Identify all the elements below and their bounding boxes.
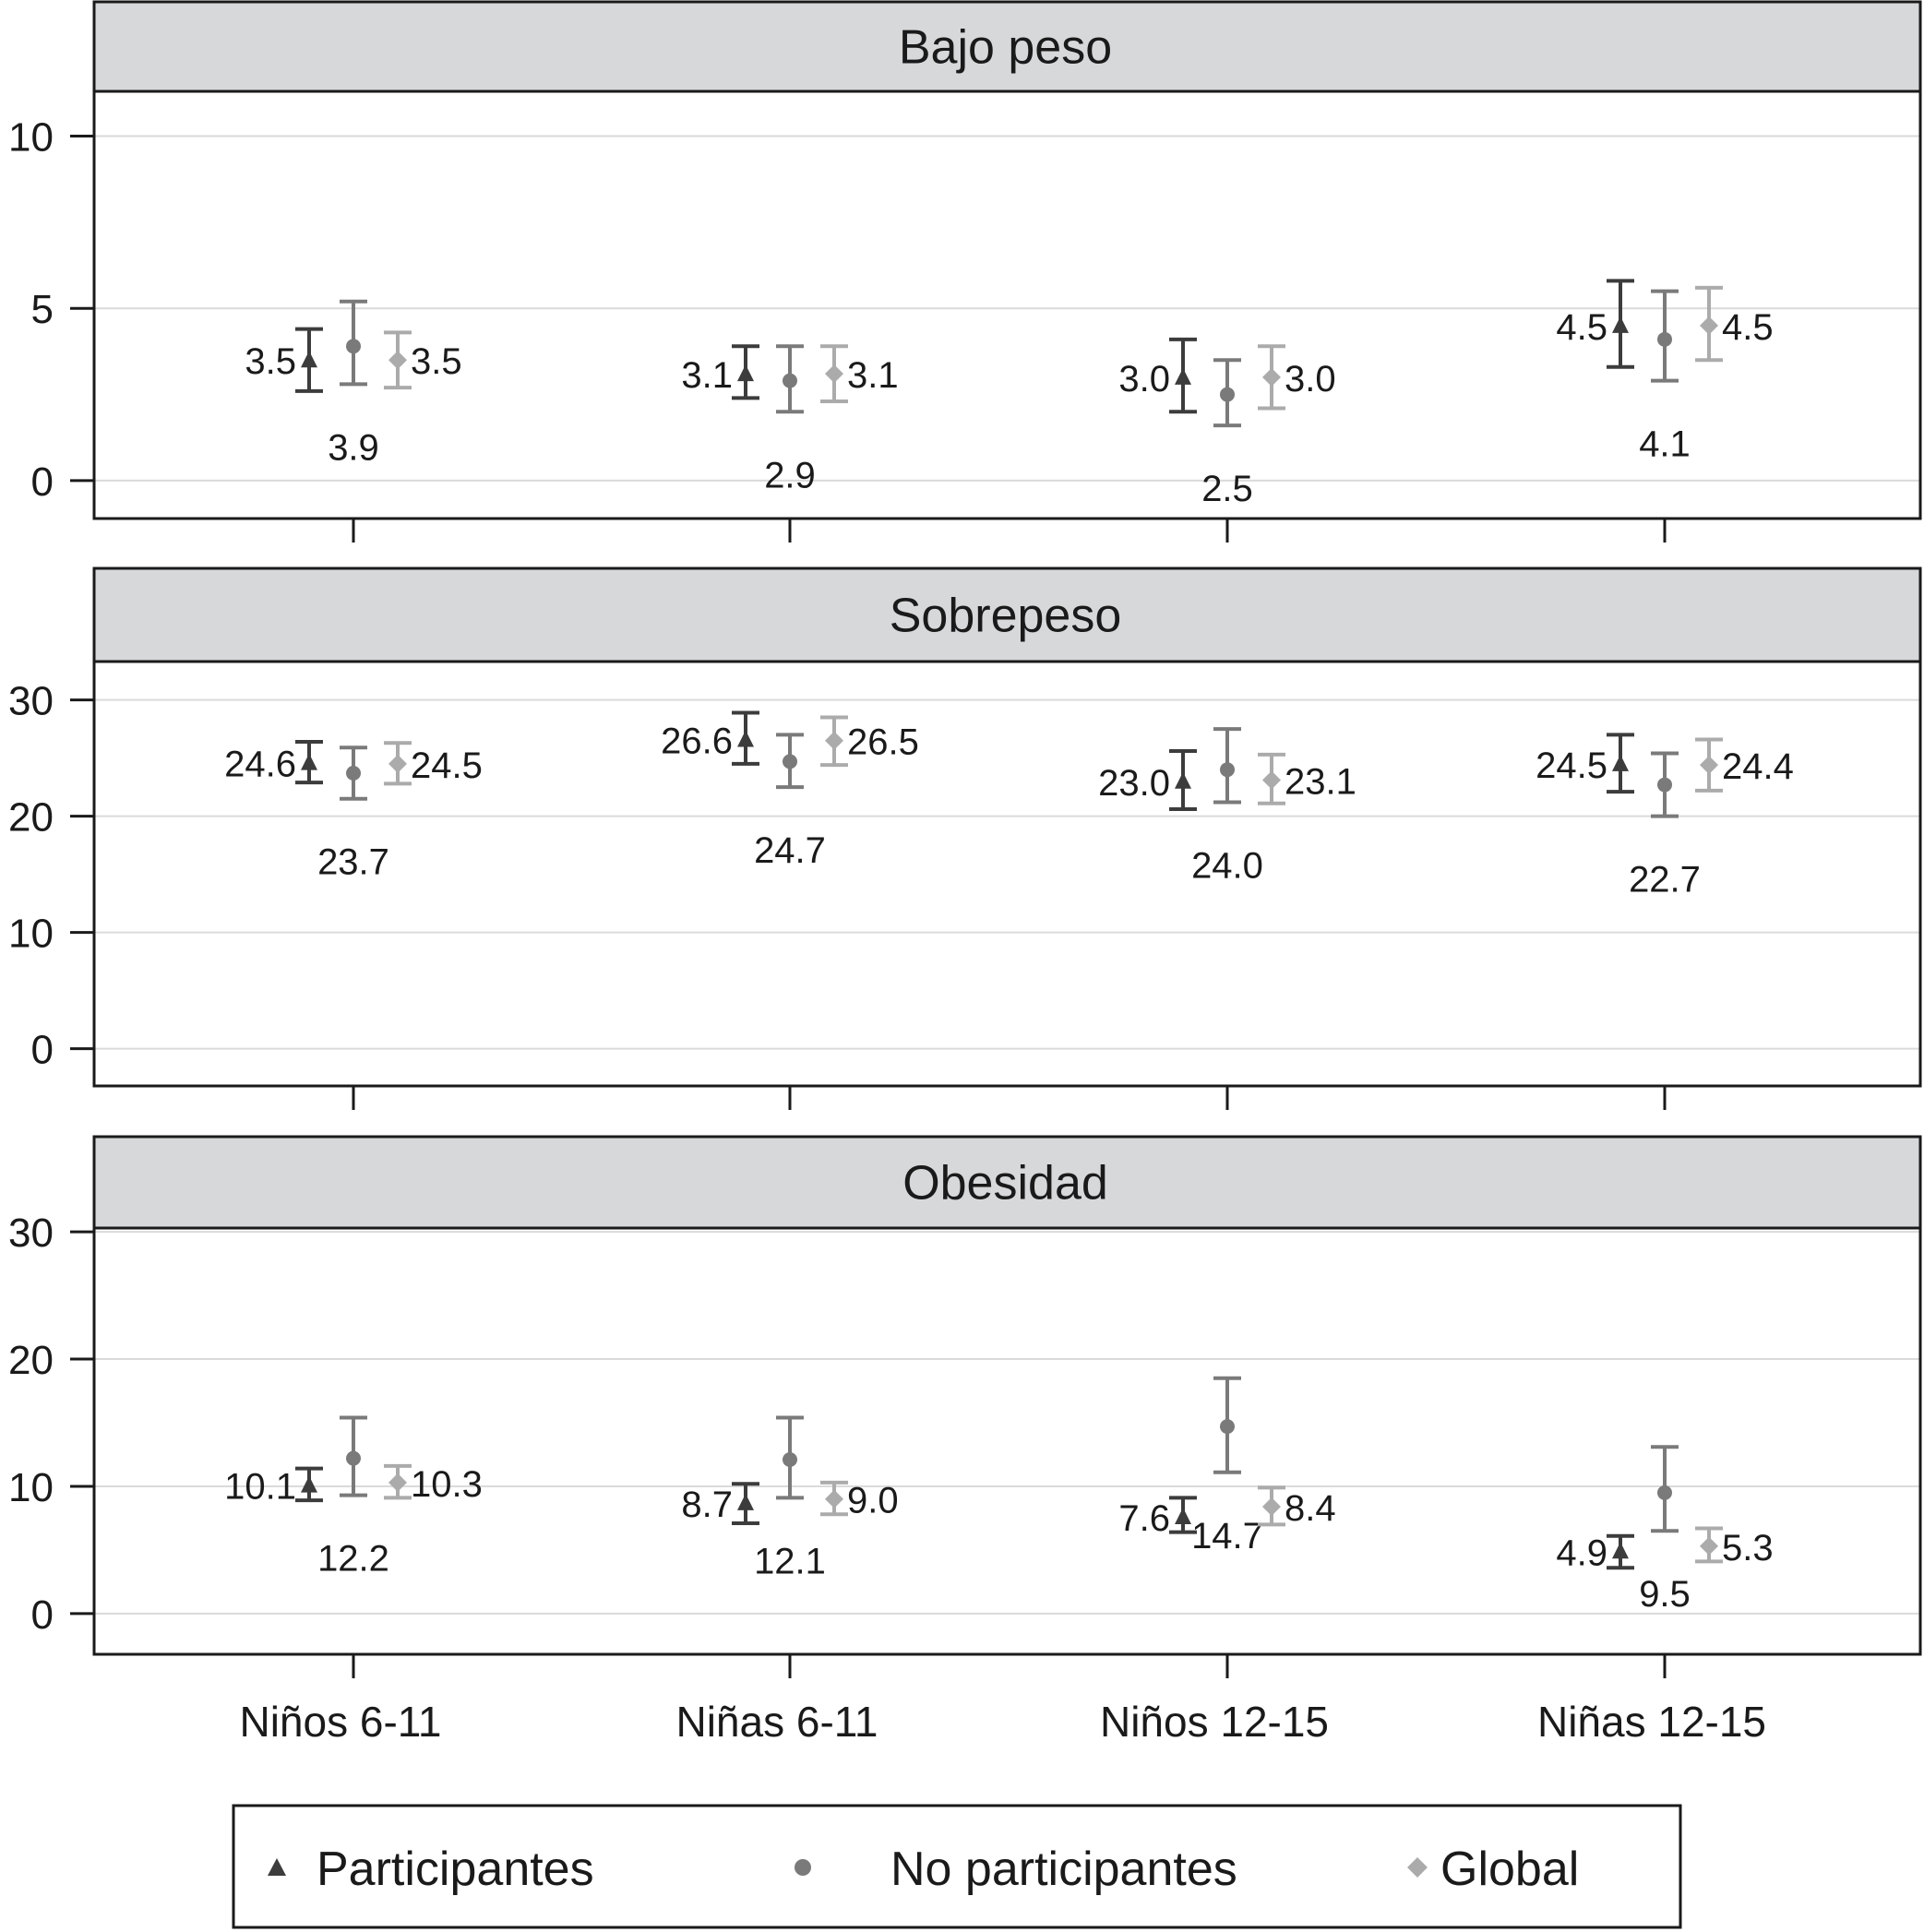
- panel-2: [8, 1137, 1920, 1678]
- data-label-global: 3.5: [411, 341, 462, 383]
- data-label-no_participantes: 4.1: [1639, 423, 1691, 465]
- y-tick-label: 10: [8, 114, 54, 161]
- data-label-global: 5.3: [1722, 1527, 1774, 1568]
- y-tick-label: 5: [30, 287, 54, 333]
- point-circle: [1220, 762, 1235, 777]
- point-circle: [1657, 332, 1672, 347]
- data-label-no_participantes: 12.2: [317, 1538, 389, 1580]
- data-label-participantes: 8.7: [681, 1484, 733, 1525]
- data-label-participantes: 4.5: [1556, 306, 1607, 348]
- x-tick-label: Niños 12-15: [1099, 1698, 1330, 1746]
- point-circle: [783, 374, 797, 388]
- x-tick-label: Niñas 6-11: [675, 1698, 878, 1746]
- data-label-no_participantes: 24.7: [754, 830, 826, 872]
- panel-1: [8, 568, 1920, 1110]
- point-circle: [346, 766, 361, 781]
- panel-title: Obesidad: [902, 1156, 1108, 1210]
- data-label-no_participantes: 12.1: [754, 1541, 826, 1582]
- data-label-participantes: 7.6: [1118, 1498, 1170, 1540]
- legend-label: Participantes: [317, 1843, 594, 1896]
- y-tick-label: 30: [8, 1210, 54, 1257]
- chart-panels: [8, 2, 1920, 1746]
- legend-label: Global: [1440, 1843, 1580, 1896]
- panel-title: Sobrepeso: [889, 589, 1122, 643]
- y-tick-label: 0: [30, 1027, 54, 1073]
- point-circle: [346, 339, 361, 353]
- point-circle: [1657, 778, 1672, 793]
- panel-0: [8, 2, 1920, 543]
- y-tick-label: 10: [8, 911, 54, 957]
- data-label-participantes: 24.6: [224, 744, 296, 785]
- data-label-no_participantes: 3.9: [328, 427, 379, 469]
- data-label-no_participantes: 24.0: [1191, 845, 1263, 887]
- y-tick-label: 30: [8, 678, 54, 724]
- point-circle: [783, 1452, 797, 1467]
- point-circle: [783, 754, 797, 769]
- data-label-participantes: 23.0: [1098, 762, 1170, 804]
- data-label-participantes: 3.1: [681, 355, 733, 397]
- legend-label: No participantes: [890, 1843, 1237, 1896]
- data-label-global: 3.0: [1285, 358, 1336, 400]
- y-tick-label: 0: [30, 459, 54, 505]
- data-label-participantes: 4.9: [1556, 1532, 1607, 1574]
- circle-icon: [795, 1859, 811, 1876]
- x-tick-label: Niñas 12-15: [1536, 1698, 1767, 1746]
- data-label-no_participantes: 9.5: [1639, 1574, 1691, 1616]
- y-tick-label: 20: [8, 1338, 54, 1384]
- data-label-participantes: 3.0: [1118, 358, 1170, 400]
- data-label-global: 23.1: [1285, 761, 1356, 803]
- data-label-global: 26.5: [847, 722, 919, 763]
- data-label-no_participantes: 14.7: [1191, 1515, 1263, 1556]
- data-label-global: 9.0: [847, 1480, 899, 1521]
- data-label-participantes: 24.5: [1536, 745, 1607, 786]
- legend: [233, 1806, 1680, 1927]
- data-label-no_participantes: 2.5: [1201, 469, 1253, 510]
- data-label-participantes: 10.1: [224, 1466, 296, 1508]
- x-tick-label: Niños 6-11: [239, 1698, 442, 1746]
- panel-title: Bajo peso: [898, 20, 1113, 75]
- point-circle: [1220, 1419, 1235, 1434]
- y-tick-label: 20: [8, 794, 54, 841]
- data-label-participantes: 3.5: [245, 341, 296, 383]
- y-tick-label: 0: [30, 1592, 54, 1638]
- point-circle: [1657, 1485, 1672, 1500]
- data-label-global: 24.5: [411, 745, 483, 786]
- data-label-no_participantes: 22.7: [1629, 859, 1701, 900]
- data-label-global: 3.1: [847, 355, 899, 397]
- y-tick-label: 10: [8, 1464, 54, 1510]
- point-circle: [1220, 388, 1235, 402]
- data-label-global: 10.3: [411, 1463, 483, 1505]
- data-label-global: 24.4: [1722, 746, 1794, 788]
- data-label-no_participantes: 23.7: [317, 841, 389, 883]
- data-label-global: 4.5: [1722, 306, 1774, 348]
- x-axis-labels: [239, 1698, 1766, 1746]
- data-label-global: 8.4: [1285, 1488, 1336, 1530]
- data-label-no_participantes: 2.9: [764, 455, 816, 496]
- point-circle: [346, 1451, 361, 1466]
- data-label-participantes: 26.6: [661, 721, 733, 762]
